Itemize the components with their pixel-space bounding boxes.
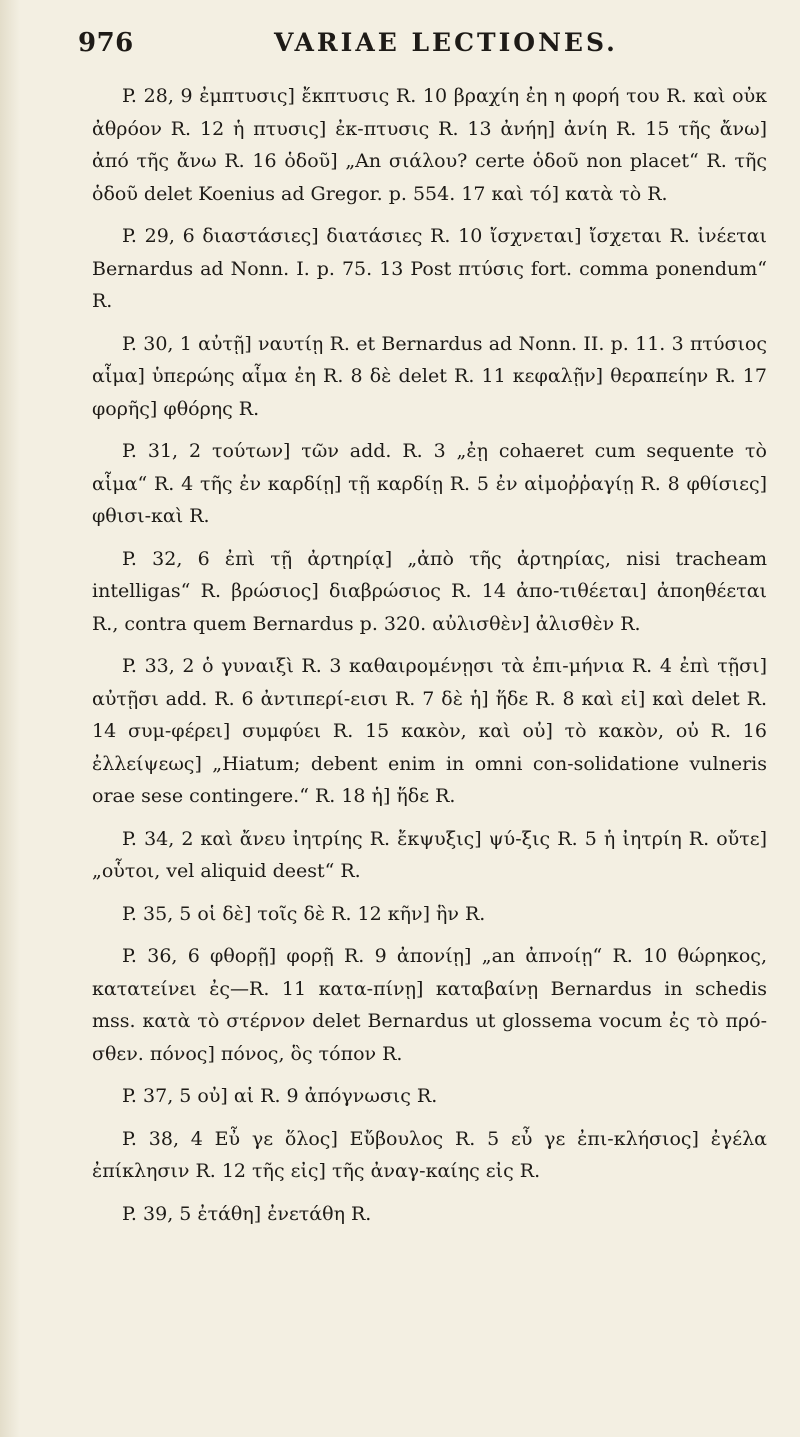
page-number: 976 [78,28,134,58]
entry-p37: P. 37, 5 οὐ] αἱ R. 9 ἀπόγνωσις R. [122,1085,438,1107]
running-title: VARIAE LECTIONES. [274,28,618,57]
entry-p30: P. 30, 1 αὐτῇ] ναυτίῃ R. et Bernardus ad Nonn. II. p. 11. 3 πτύσιος αἷμα] ὑπερώης αἷμα ἐη R. 8 δὲ delet R. 11 κεφαλῇν] θεραπείην R. 17 φορῆς] φθόρης R. [92,332,767,420]
entry-p34: P. 34, 2 καὶ ἄνευ ἰητρίης R. ἔκψυξις] ψύ-ξις R. 5 ἡ ἰητρίη R. οὔτε] „οὗτοι, vel aliquid deest“ R. [92,827,767,882]
entry-p28: P. 28, 9 ἐμπτυσις] ἔκπτυσις R. 10 βραχίη ἐη η φορή του R. καὶ οὐκ ἀθρόον R. 12 ἡ πτυσις] ἐκ-πτυσις R. 13 ἀνήη] ἀνίη R. 15 τῆς ἄνω] ἀπό τῆς ἄνω R. 16 ὁδοῦ] „An σιάλου? certe ὁδοῦ non placet“ R. τῆς ὁδοῦ delet Koenius ad Gregor. p. 554. 17 καὶ τό] κατὰ τὸ R. [92,85,767,205]
entry-p36: P. 36, 6 φθορῇ] φορῇ R. 9 ἀπονίῃ] „an ἀπνοίῃ“ R. 10 θώρηκος, κατατείνει ἐς—R. 11 κατα-πίνῃ] καταβαίνῃ Bernardus in schedis mss. κατὰ τὸ στέρνον delet Bernardus ut glossema vocum ἐς τὸ πρό-σθεν. πόνος] πόνος, ὃς τόπον R. [92,945,767,1065]
page-header [78,22,758,62]
entry-p31: P. 31, 2 τούτων] τῶν add. R. 3 „ἐῃ cohaeret cum sequente τὸ αἷμα“ R. 4 τῆς ἐν καρδίῃ] τῇ καρδίῃ R. 5 ἐν αἱμοῤῥαγίῃ R. 8 φθίσιες] φθισι-καὶ R. [92,440,767,527]
entry-p29: P. 29, 6 διαστάσιες] διατάσιες R. 10 ἴσχνεται] ἴσχεται R. ἰνέεται Bernardus ad Nonn. I. p. 75. 13 Post πτύσις fort. comma ponendum“ R. [92,225,767,312]
entry-p32: P. 32, 6 ἐπὶ τῇ ἀρτηρίᾳ] „ἀπὸ τῆς ἀρτηρίας, nisi tracheam intelligas“ R. βρώσιος] διαβρώσιος R. 14 ἀπο-τιθέεται] ἀποηθέεται R., contra quem Bernardus p. 320. αὐλισθὲν] ἀλισθὲν R. [92,547,767,635]
entry-p33: P. 33, 2 ὁ γυναιξὶ R. 3 καθαιρομένῃσι τὰ ἐπι-μήνια R. 4 ἐπὶ τῇσι] αὐτῇσι add. R. 6 ἀντιπερί-εισι R. 7 δὲ ἡ] ἥδε R. 8 καὶ εἰ] καὶ delet R. 14 συμ-φέρει] συμφύει R. 15 κακὸν, καὶ οὐ] τὸ κακὸν, οὐ R. 16 ἐλλείψεως] „Hiatum; debent enim in omni con-solidatione vulneris orae sese contingere.“ R. 18 ἡ] ἥδε R. [92,655,767,807]
entry-p39: P. 39, 5 ἐτάθη] ἐνετάθη R. [122,1202,372,1225]
lectiones-body [92,80,767,1240]
page-edge-shadow [0,0,20,1437]
entry-p35: P. 35, 5 οἱ δὲ] τοῖς δὲ R. 12 κῆν] ἣν R. [122,902,486,925]
entry-p38: P. 38, 4 Εὖ γε ὅλος] Εὔβουλος R. 5 εὖ γε ἐπι-κλήσιος] ἐγέλα ἐπίκλησιν R. 12 τῆς εἰς] τῆς ἀναγ-καίης εἰς R. [92,1127,767,1182]
